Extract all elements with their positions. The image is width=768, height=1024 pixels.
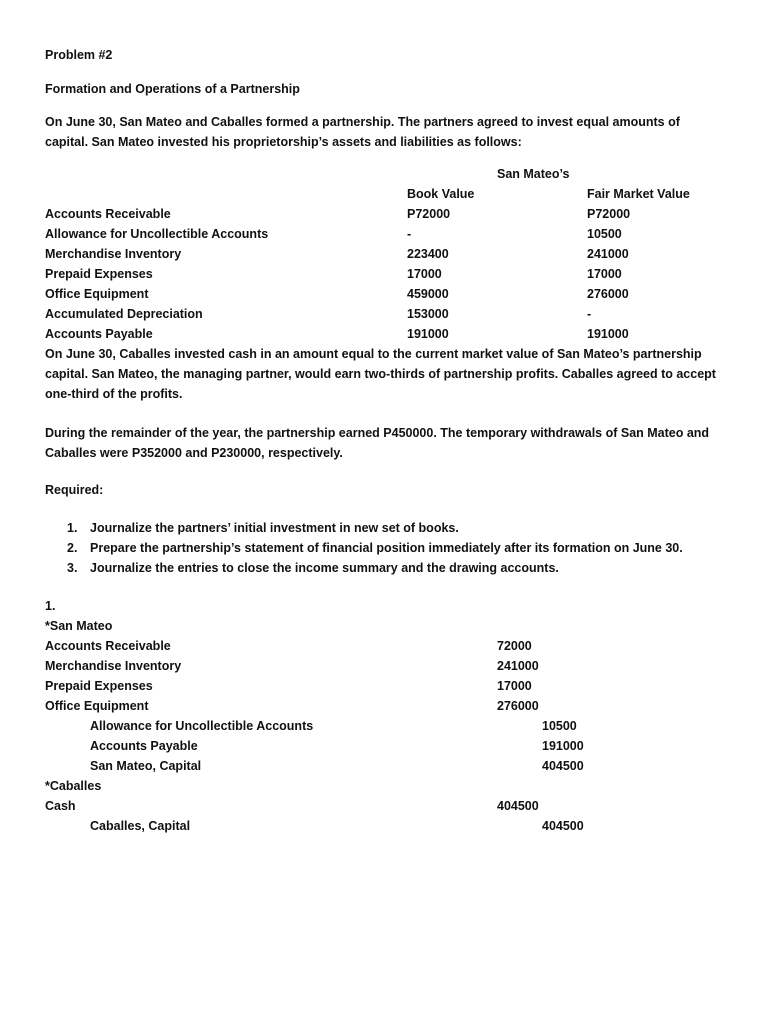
journal-debit-account: Office Equipment (45, 699, 149, 713)
list-item-text: Journalize the entries to close the income summary and the drawing accounts. (90, 561, 559, 575)
table-row-label: Prepaid Expenses (45, 267, 153, 281)
table-group-header: San Mateo’s (497, 167, 570, 181)
journal-heading-san-mateo: *San Mateo (45, 619, 113, 633)
journal-debit-amount: 276000 (497, 699, 539, 713)
journal-debit-account: Merchandise Inventory (45, 659, 182, 673)
answer-number: 1. (45, 599, 56, 613)
table-row-book: P72000 (407, 207, 451, 221)
list-item-text: Prepare the partnership’s statement of financial position immediately after its formation on June 30. (90, 541, 683, 555)
paragraph-caballes-investment: On June 30, Caballes invested cash in an amount equal to the current market value of San Mateo’s partnership capital. San Mateo, the managing partner, would earn two-thirds of partnership profits. Caballes agreed to accept one-third of the profits. (45, 347, 716, 401)
table-row-fmv: 10500 (587, 227, 622, 241)
journal-credit-account: Allowance for Uncollectible Accounts (90, 719, 314, 733)
table-row-label: Merchandise Inventory (45, 247, 182, 261)
table-row-label: Accounts Payable (45, 327, 153, 341)
table-row-book: 191000 (407, 327, 449, 341)
journal-debit-account: Accounts Receivable (45, 639, 171, 653)
table-row-book: 459000 (407, 287, 449, 301)
journal-credit-account: Caballes, Capital (90, 819, 191, 833)
table-row-fmv: P72000 (587, 207, 631, 221)
paragraph-earnings: During the remainder of the year, the partnership earned P450000. The temporary withdrawals of San Mateo and Caballes were P352000 and P230000, respectively. (45, 426, 710, 460)
journal-credit-account: Accounts Payable (90, 739, 198, 753)
journal-debit-amount: 241000 (497, 659, 539, 673)
table-row-book: - (407, 227, 412, 241)
table-row-fmv: 241000 (587, 247, 629, 261)
list-item-number: 1. (67, 521, 78, 535)
header-book-value: Book Value (407, 187, 475, 201)
journal-credit-amount: 10500 (542, 719, 577, 733)
list-item-number: 3. (67, 561, 78, 575)
problem-number: Problem #2 (45, 48, 113, 62)
header-fair-market-value: Fair Market Value (587, 187, 690, 201)
journal-debit-amount: 404500 (497, 799, 539, 813)
journal-credit-amount: 404500 (542, 819, 584, 833)
table-row-fmv: 276000 (587, 287, 629, 301)
table-row-book: 223400 (407, 247, 449, 261)
table-row-label: Allowance for Uncollectible Accounts (45, 227, 269, 241)
table-row-label: Office Equipment (45, 287, 149, 301)
journal-heading-caballes: *Caballes (45, 779, 102, 793)
journal-credit-amount: 191000 (542, 739, 584, 753)
journal-credit-account: San Mateo, Capital (90, 759, 202, 773)
problem-intro: On June 30, San Mateo and Caballes formed a partnership. The partners agreed to invest equal amounts of capital. San Mateo invested his proprietorship’s assets and liabilities as follows: (45, 115, 680, 149)
table-row-book: 153000 (407, 307, 449, 321)
journal-debit-amount: 72000 (497, 639, 532, 653)
journal-debit-account: Cash (45, 799, 76, 813)
list-item-text: Journalize the partners’ initial investment in new set of books. (90, 521, 459, 535)
table-row-fmv: 17000 (587, 267, 622, 281)
required-label: Required: (45, 483, 104, 497)
table-row-book: 17000 (407, 267, 442, 281)
journal-debit-amount: 17000 (497, 679, 532, 693)
journal-credit-amount: 404500 (542, 759, 584, 773)
table-row-label: Accounts Receivable (45, 207, 171, 221)
journal-debit-account: Prepaid Expenses (45, 679, 153, 693)
problem-title: Formation and Operations of a Partnership (45, 82, 300, 96)
table-row-label: Accumulated Depreciation (45, 307, 203, 321)
table-row-fmv: - (587, 307, 592, 321)
table-row-fmv: 191000 (587, 327, 629, 341)
list-item-number: 2. (67, 541, 78, 555)
